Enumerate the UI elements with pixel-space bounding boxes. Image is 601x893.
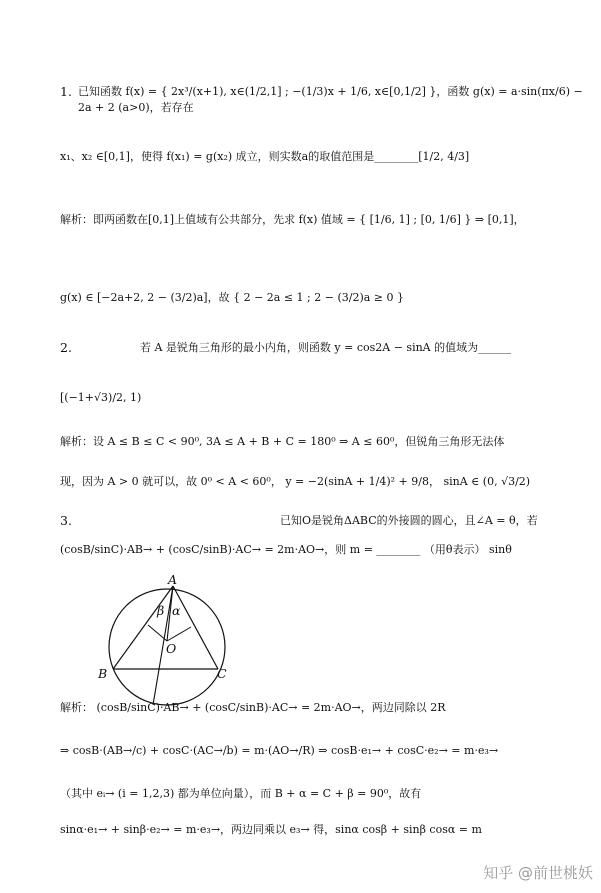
problem-3-solution-line-3: （其中 eᵢ→ (i = 1,2,3) 都为单位向量），而 B + α = C + β = 90⁰，故有 <box>60 787 422 800</box>
problem-1-stem-line-2: x₁、x₂ ∈[0,1]，使得 f(x₁) = g(x₂) 成立，则实数a的取值范围是________[1/2, 4/3] <box>60 150 470 163</box>
vertex-b-label: B <box>98 666 108 681</box>
perp-to-ac <box>167 627 191 641</box>
problem-2-solution-line-1: 解析：设 A ≤ B ≤ C < 90⁰, 3A ≤ A + B + C = 180⁰ ⇒ A ≤ 60⁰，但锐角三角形无法体 <box>60 435 505 448</box>
watermark: 知乎 @前世桃妖 <box>483 864 593 882</box>
center-o-label: O <box>166 641 177 656</box>
side-ac <box>173 586 218 669</box>
problem-1-solution-line-2: g(x) ∈ [−2a+2, 2 − (3/2)a]，故 { 2 − 2a ≤ 1 ; 2 − (3/2)a ≥ 0 } <box>60 291 405 304</box>
side-ab <box>113 586 173 669</box>
angle-alpha-label: α <box>172 603 181 618</box>
problem-3-stem-line-1: 已知O是锐角ΔABC的外接圆的圆心，且∠A = θ，若 <box>280 514 538 527</box>
angle-beta-label: β <box>157 603 165 618</box>
problem-2-number: 2. <box>60 340 72 355</box>
problem-3-solution-line-2: ⇒ cosB·(AB→/c) + cosC·(AC→/b) = m·(AO→/R) ⇒ cosB·e₁→ + cosC·e₂→ = m·e₃→ <box>60 744 499 757</box>
perp-to-ab <box>148 625 167 641</box>
problem-3-number: 3. <box>60 513 72 528</box>
vertex-c-label: C <box>217 666 227 681</box>
problem-1-solution-line-1: 解析：即两函数在[0,1]上值域有公共部分，先求 f(x) 值域 = { [1/6, 1] ; [0, 1/6] } ⇒ [0,1]， <box>60 213 525 226</box>
problem-2-stem-line-1: 若 A 是锐角三角形的最小内角，则函数 y = cos2A − sinA 的值域为______ <box>140 341 512 354</box>
problem-2-stem-line-2: [(−1+√3)/2, 1) <box>60 391 142 404</box>
problem-1-stem-line-1: 已知函数 f(x) = { 2x³/(x+1), x∈(1/2,1] ; −(1/3)x + 1/6, x∈[0,1/2] }，函数 g(x) = a·sin(πx/6) − 2a + 2 (a>0)，若存在 <box>78 85 583 114</box>
vertex-a-label: A <box>168 572 178 587</box>
problem-2-solution-line-2: 现，因为 A > 0 就可以，故 0⁰ < A < 60⁰， y = −2(sinA + 1/4)² + 9/8， sinA ∈ (0, √3/2) <box>60 475 531 488</box>
problem-3-solution-line-1: 解析： (cosB/sinC)·AB→ + (cosC/sinB)·AC→ = 2m·AO→，两边同除以 2R <box>60 701 446 714</box>
problem-3-solution-line-4: sinα·e₁→ + sinβ·e₂→ = m·e₃→，两边同乘以 e₃→ 得，sinα cosβ + sinβ cosα = m <box>60 823 482 836</box>
problem-3-stem-line-2: (cosB/sinC)·AB→ + (cosC/sinB)·AC→ = 2m·AO→，则 m = ________ （用θ表示） sinθ <box>60 543 512 556</box>
problem-1-number: 1. <box>60 84 72 99</box>
